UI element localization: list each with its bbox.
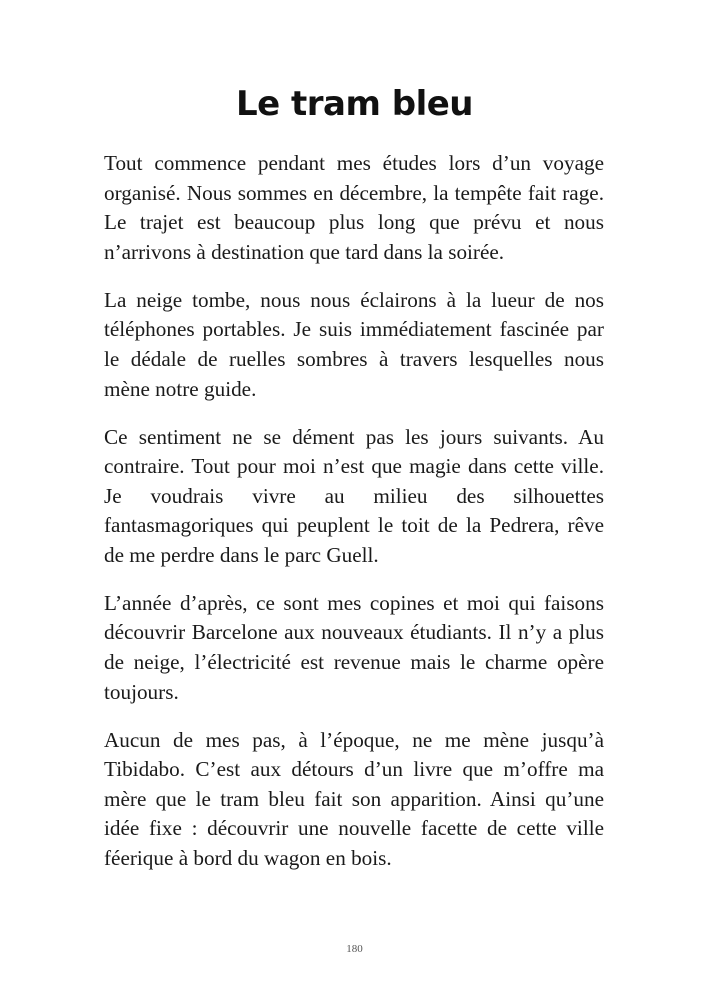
paragraph: Ce sentiment ne se dément pas les jours suivants. Au contraire. Tout pour moi n’est que magie dans cette ville. Je voudrais vivre au milieu des silhouettes fantasmagoriques qui peuplent le toit de la Pedrera, rêve de me perdre dans le parc Guell. [104, 424, 604, 567]
page-number: 180 [346, 943, 363, 955]
chapter-title: Le tram bleu [235, 84, 474, 124]
paragraph: Tout commence pendant mes études lors d’un voyage organisé. Nous sommes en décembre, la tempête fait rage. Le trajet est beaucoup plus long que prévu et nous n’arrivons à destination que tard dans la soirée. [104, 151, 604, 264]
chapter-body [104, 149, 604, 874]
paragraph: Aucun de mes pas, à l’époque, ne me mène jusqu’à Tibidabo. C’est aux détours d’un livre que m’offre ma mère que le tram bleu fait son apparition. Ainsi qu’une idée fixe : découvrir une nouvelle facette de cette ville féerique à bord du wagon en bois. [104, 727, 604, 871]
paragraph: L’année d’après, ce sont mes copines et moi qui faisons découvrir Barcelone aux nouveaux étudiants. Il n’y a plus de neige, l’électricité est revenue mais le charme opère toujours. [104, 590, 604, 704]
paragraph: La neige tombe, nous nous éclairons à la lueur de nos téléphones portables. Je suis immédiatement fascinée par le dédale de ruelles sombres à travers lesquelles nous mène notre guide. [104, 287, 604, 401]
